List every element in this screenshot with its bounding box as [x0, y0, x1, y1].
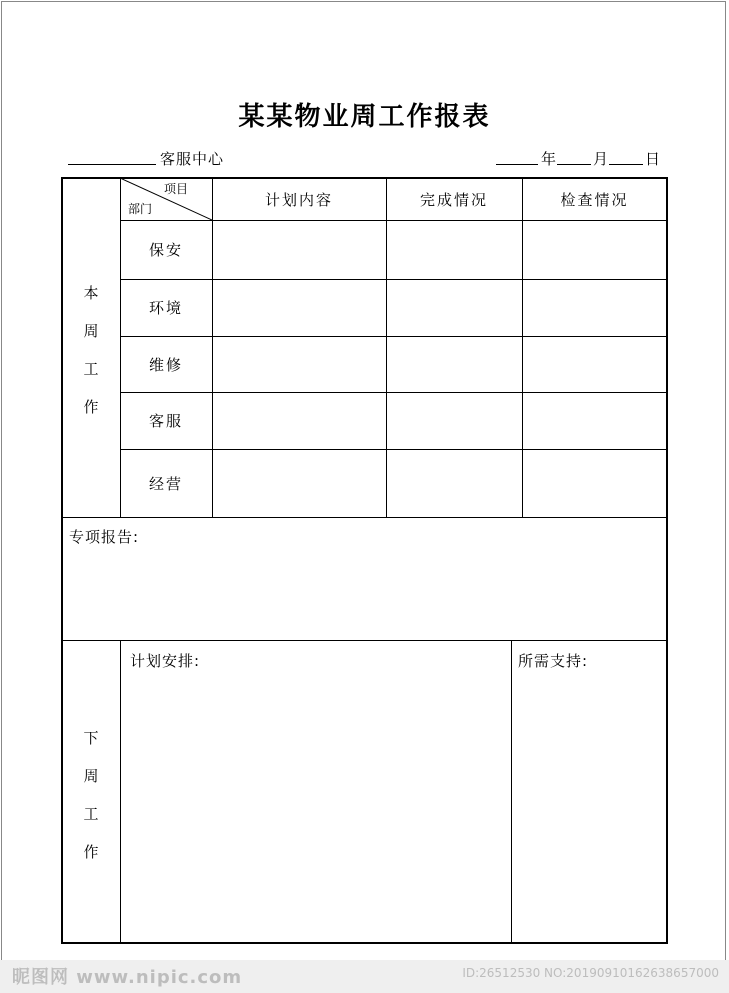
- this-week-char: 本: [83, 284, 99, 302]
- header-item-label: 项目: [164, 182, 189, 196]
- month-blank-line: [557, 164, 591, 165]
- dept-environment: 环境: [148, 299, 183, 317]
- plan-arrange-label: 计划安排:: [130, 652, 201, 670]
- this-week-char: 作: [83, 398, 99, 416]
- dept-blank-line: [68, 164, 156, 165]
- col-check-header: 检查情况: [560, 190, 629, 209]
- col-plan-header: 计划内容: [264, 190, 333, 209]
- header-dept-label: 部门: [128, 202, 153, 216]
- day-blank-line: [609, 164, 643, 165]
- dept-security: 保安: [148, 241, 183, 259]
- day-label: 日: [645, 150, 661, 168]
- year-blank-line: [496, 164, 538, 165]
- year-label: 年: [541, 150, 557, 168]
- this-week-char: 周: [83, 322, 99, 340]
- watermark-logo: 昵图网 www.nipic.com: [12, 967, 243, 988]
- this-week-char: 工: [83, 360, 99, 378]
- watermark-id: ID:26512530 NO:20190910162638657000: [462, 966, 719, 980]
- dept-suffix: 客服中心: [160, 150, 225, 168]
- dept-operations: 经营: [148, 474, 183, 493]
- dept-customer-service: 客服: [148, 412, 183, 430]
- col-divider: [212, 178, 213, 517]
- next-week-label: [62, 719, 120, 871]
- month-label: 月: [593, 150, 609, 168]
- dept-maintenance: 维修: [148, 355, 183, 374]
- col-divider: [120, 640, 121, 943]
- next-week-char: 下: [83, 729, 99, 747]
- next-week-char: 作: [83, 843, 99, 861]
- next-week-char: 周: [83, 767, 99, 785]
- page-title: 某某物业周工作报表: [238, 102, 491, 132]
- col-divider: [522, 178, 523, 517]
- section-divider: [62, 640, 667, 641]
- this-week-label: [62, 274, 120, 426]
- special-report-label: 专项报告:: [69, 528, 140, 546]
- next-week-char: 工: [83, 805, 99, 823]
- col-divider: [386, 178, 387, 517]
- section-divider: [62, 517, 667, 518]
- support-needed-label: 所需支持:: [518, 652, 589, 670]
- col-done-header: 完成情况: [419, 190, 488, 209]
- col-divider: [511, 640, 512, 943]
